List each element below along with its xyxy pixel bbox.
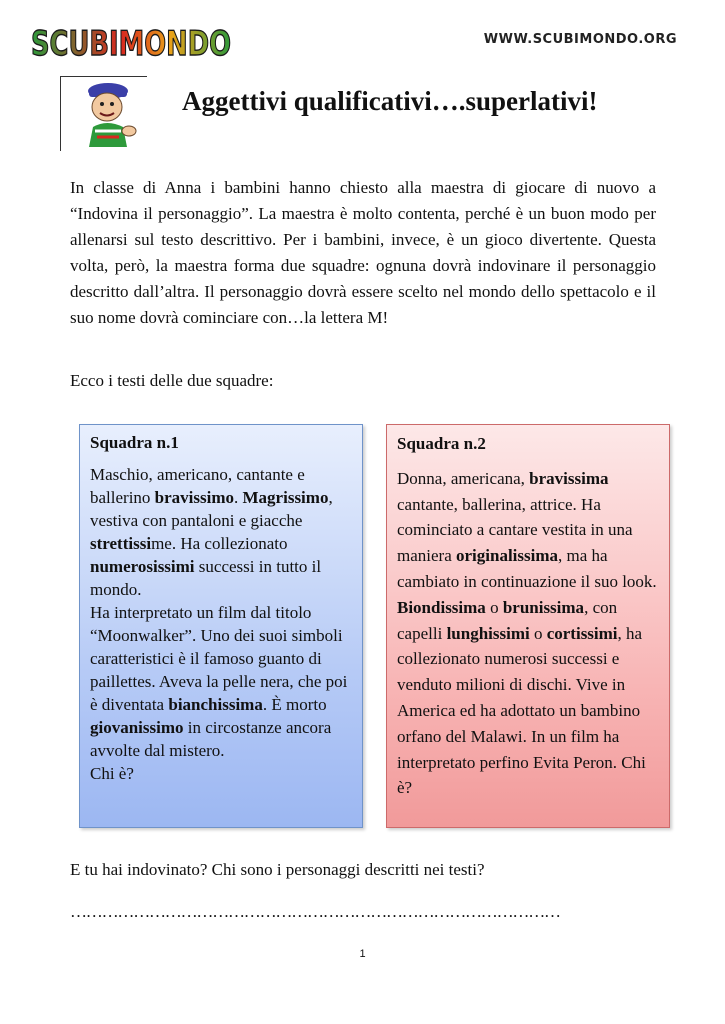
team1-text-part: Maschio, americano, cantante e ballerino (90, 465, 305, 507)
team1-bold-word: bianchissima (168, 695, 263, 714)
site-url: WWW.SCUBIMONDO.ORG (483, 32, 677, 47)
team1-bold-word: bravissimo (154, 488, 235, 507)
team1-bold-word: strettissi (90, 534, 152, 553)
team1-text-part: , vestiva con pantaloni e giacche (90, 488, 333, 530)
team2-bold-word: lunghissimi (446, 623, 530, 643)
team2-bold-word: cortissimi (546, 623, 618, 643)
team2-text-part: cantante, ballerina, attrice. Ha cominciato a cantare vestita in una maniera (397, 494, 633, 566)
team2-text-part: o (529, 623, 547, 643)
team1-bold-word: giovanissimo (90, 718, 184, 737)
team1-text-part: in circostanze ancora avvolte dal mistero. (90, 718, 332, 760)
scubimondo-logo (28, 18, 238, 64)
team1-bold-word: numerosissimi (90, 557, 195, 576)
team1-bold-word: Magrissimo (242, 488, 329, 507)
team2-title: Squadra n.2 (397, 434, 486, 453)
team1-text-part: successi in tutto il mondo. (90, 557, 322, 599)
team2-text-part: , ma ha cambiato in continuazione il suo look. (397, 546, 657, 591)
answer-dotted-line: ………………………………………………………………………………… (70, 902, 560, 921)
team2-text (397, 466, 659, 801)
final-question: E tu hai indovinato? Chi sono i personaggi descritti nei testi? (70, 860, 485, 879)
lead-text: Ecco i testi delle due squadre: (70, 371, 274, 390)
team1-text-part: . (234, 488, 243, 507)
page-title: Aggettivi qualificativi….superlativi! (182, 86, 598, 116)
team1-text-part: . È morto (262, 695, 327, 714)
page-number: 1 (359, 948, 366, 960)
team1-text (90, 463, 352, 785)
team1-box (79, 424, 363, 828)
mascot-character-icon (75, 79, 145, 149)
team2-text-part: , con capelli (397, 597, 618, 643)
mascot-frame (60, 76, 147, 151)
svg-text:SCUBIMONDO: SCUBIMONDO (31, 24, 231, 64)
team2-bold-word: originalissima (456, 546, 559, 566)
team2-bold-word: Biondissima (397, 597, 486, 617)
team2-text-part: , ha collezionato numerosi successi e venduto milioni di dischi. Vive in America ed ha adottato un bambino orfano del Malawi. In un film ha interpretato perfino Evita Peron. Chi è? (397, 623, 646, 798)
team2-box (386, 424, 670, 828)
team1-text-part: me. Ha collezionato (151, 534, 288, 553)
team2-bold-word: brunissima (502, 597, 585, 617)
team2-bold-word: bravissima (529, 468, 609, 488)
team1-text-part: Ha interpretato un film dal titolo “Moonwalker”. Uno dei suoi simboli caratteristici è il famoso guanto di paillettes. Aveva la pelle nera, che poi è diventata (90, 603, 348, 714)
intro-paragraph: In classe di Anna i bambini hanno chiesto alla maestra di giocare di nuovo a “Indovina il personaggio”. La maestra è molto contenta, perché è un buon modo per allenarsi sul testo descrittivo. Per i bambini, invece, è un gioco divertente. Questa volta, però, la maestra forma due squadre: ognuna dovrà indovinare il personaggio descritto dall’altra. Il personaggio dovrà essere scelto nel mondo dello spettacolo e il suo nome dovrà cominciare con…la lettera M! (70, 178, 656, 327)
team1-question: Chi è? (90, 764, 134, 783)
team1-title: Squadra n.1 (90, 433, 179, 452)
team2-text-part: Donna, americana, (397, 468, 530, 488)
team2-text-part: o (485, 597, 503, 617)
